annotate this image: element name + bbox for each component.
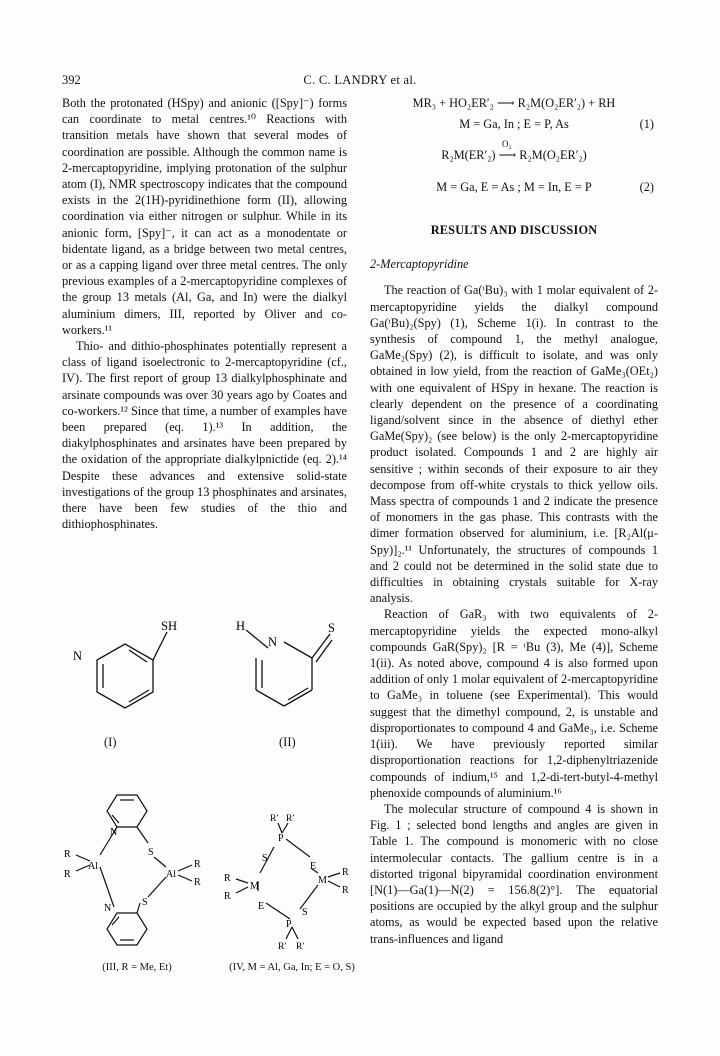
atom-s: S: [328, 621, 335, 635]
atom-rp: R′: [270, 814, 279, 824]
structure-IV: [220, 815, 355, 960]
atom-p: P: [278, 833, 284, 844]
atom-al: Al: [166, 869, 176, 880]
atom-m: M: [318, 875, 327, 886]
atom-h: H: [236, 619, 246, 633]
left-paragraph-2: Thio- and dithio-phosphinates potentially represent a class of ligand isoelectronic to 2-mercaptopyridine (cf., IV). The first report of group 13 dialkylphosphinate and arsinate compounds was over 30 years ago by Coates and co-workers.¹² Since that time, a number of examples have been prepared (eq. 1).¹³ In addition, the diakylphosphinates and arsinates have been prepared by the oxidation of the appropriate dialkylpnictide (eq. 2).¹⁴ Despite these advances and extensive solid-state investigations of the group 13 phosphinates and arsinates, there have been few studies of the thio and dithiophosphinates.: [62, 339, 347, 532]
equation-2-over: O₂: [502, 139, 512, 149]
caption-IV: (IV, M = Al, Ga, In; E = O, S): [229, 962, 355, 973]
atom-r: R: [194, 859, 201, 870]
atom-sh: SH: [161, 619, 177, 633]
atom-rp: R′: [296, 942, 305, 952]
atom-e: E: [310, 861, 317, 872]
atom-s: S: [262, 853, 268, 864]
atom-n: N: [268, 635, 278, 649]
equation-2-line-1: O₂ R₂M(ER′₂) ⟶ R₂M(O₂ER′₂): [370, 137, 658, 179]
atom-rp: R′: [286, 814, 295, 824]
left-paragraph-1: Both the protonated (HSpy) and anionic ([Spy]⁻) forms can coordinate to metal centres.¹⁰ Reactions with transition metals have shown that several modes of coordination are possible. Although the common name is 2-mercaptopyridine, implying protonation of the sulphur atom (I), NMR spectroscopy indicates that the compound exists in the 2(1H)-pyridinethione form (II), allowing coordination via either nitrogen or sulphur. While in its anionic form, [Spy]⁻, it can act as a monodentate or bidentate ligand, as a bridge between two metal centres, or as a capping ligand over three metal centres. The only previous examples of a 2-mercaptopyridine complexes of the group 13 metals (Al, Ga, and In) were the dialkyl aluminium dimers, III, reported by Oliver and co-workers.¹¹: [62, 96, 347, 337]
atom-r: R: [194, 877, 201, 888]
atom-r: R: [224, 891, 231, 902]
equation-2-line-2: M = Ga, E = As ; M = In, E = P (2): [436, 180, 654, 194]
structure-II: [232, 619, 352, 722]
right-paragraph-3: The molecular structure of compound 4 is shown in Fig. 1 ; selected bond lengths and angles are given in Table 1. The compound is monomeric with no close intermolecular contacts. The gallium centre is in a distorted trigonal bipyramidal coordination environment [N(1)—Ga(1)—N(2) = 156.8(2)°]. The equatorial positions are occupied by the alkyl group and the sulphur atoms, as would be expected based upon the relative trans-influences and ligand: [370, 801, 658, 946]
equation-2-number: (2): [639, 180, 654, 194]
atom-n: N: [73, 649, 83, 663]
atom-s: S: [142, 897, 148, 908]
atom-al: Al: [88, 861, 98, 872]
atom-e: E: [258, 901, 265, 912]
left-column: [62, 95, 347, 532]
section-heading: RESULTS AND DISCUSSION: [430, 223, 598, 237]
label-I: (I): [104, 735, 117, 749]
atom-n: N: [104, 903, 112, 914]
atom-s: S: [148, 847, 154, 858]
atom-r: R: [64, 869, 71, 880]
structure-III: [62, 785, 212, 955]
equation-1-line-1: MR₃ + HO₂ER′₂ ⟶ R₂M(O₂ER′₂) + RH: [412, 96, 616, 110]
equation-1-number: (1): [639, 117, 654, 131]
structure-I: [73, 619, 185, 722]
subsection-heading: 2-Mercaptopyridine: [370, 257, 469, 272]
atom-rp: R′: [278, 942, 287, 952]
atom-n: N: [110, 827, 118, 838]
equation-1-line-2: M = Ga, In ; E = P, As (1): [459, 117, 654, 131]
atom-r: R: [224, 873, 231, 884]
page-number: 392: [62, 73, 81, 87]
atom-r: R: [64, 849, 71, 860]
atom-m: M: [250, 881, 259, 892]
atom-p: P: [286, 919, 292, 930]
atom-r: R: [342, 885, 349, 896]
atom-s: S: [302, 907, 308, 918]
right-paragraph-2: Reaction of GaR₃ with two equivalents of 2-mercaptopyridine yields the expected mono-alkyl compounds GaR(Spy)₂ [R = ᵗBu (3), Me (4)], Scheme 1(ii). As noted above, compound 4 is also formed upon addition of only 1 molar equivalent of 2-mercaptopyridine to GaMe₃ in toluene (see Experimental). This would suggest that the dimethyl compound, 2, is unstable and disproportionates to compound 4 and GaMe₃, i.e. Scheme 1(iii). We have previously reported similar disproportionation reactions for 1,2-diphenyltriazenide compounds of indium,¹⁵ and 1,2-di-tert-butyl-4-methyl phenoxide compounds of aluminium.¹⁶: [370, 607, 658, 800]
label-II: (II): [279, 735, 296, 749]
right-column: [370, 95, 658, 947]
caption-III: (III, R = Me, Et): [102, 962, 172, 973]
right-paragraph-1: The reaction of Ga(ᵗBu)₃ with 1 molar equivalent of 2-mercaptopyridine yields the dialkyl compound Ga(ᵗBu)₂(Spy) (1), Scheme 1(i). In contrast to the synthesis of compound 1, the methyl analogue, GaMe₂(Spy) (2), is difficult to isolate, and was only obtained in low yield, from the reaction of GaMe₃(OEt₂) with one equivalent of HSpy in hexane. The reaction is clearly dependent on the presence of a coordinating ligand/solvent since in the absence of diethyl ether GaMe(Spy)₂ (see below) is the only 2-mercaptopyridine product isolated. Compounds 1 and 2 are highly air sensitive ; within seconds of their exposure to air they decompose from off-white crystals to thick yellow oils. Mass spectra of compounds 1 and 2 indicate the presence of monomers in the gas phase. This contrasts with the dimer formation observed for aluminium, i.e. [R₂Al(μ-Spy)]₂.¹¹ Unfortunately, the structures of compounds 1 and 2 could not be determined in the solid state due to difficulties in obtaining crystals suitable for X-ray analysis.: [370, 283, 658, 606]
atom-r: R: [342, 867, 349, 878]
running-head: C. C. LANDRY et al.: [303, 73, 417, 87]
